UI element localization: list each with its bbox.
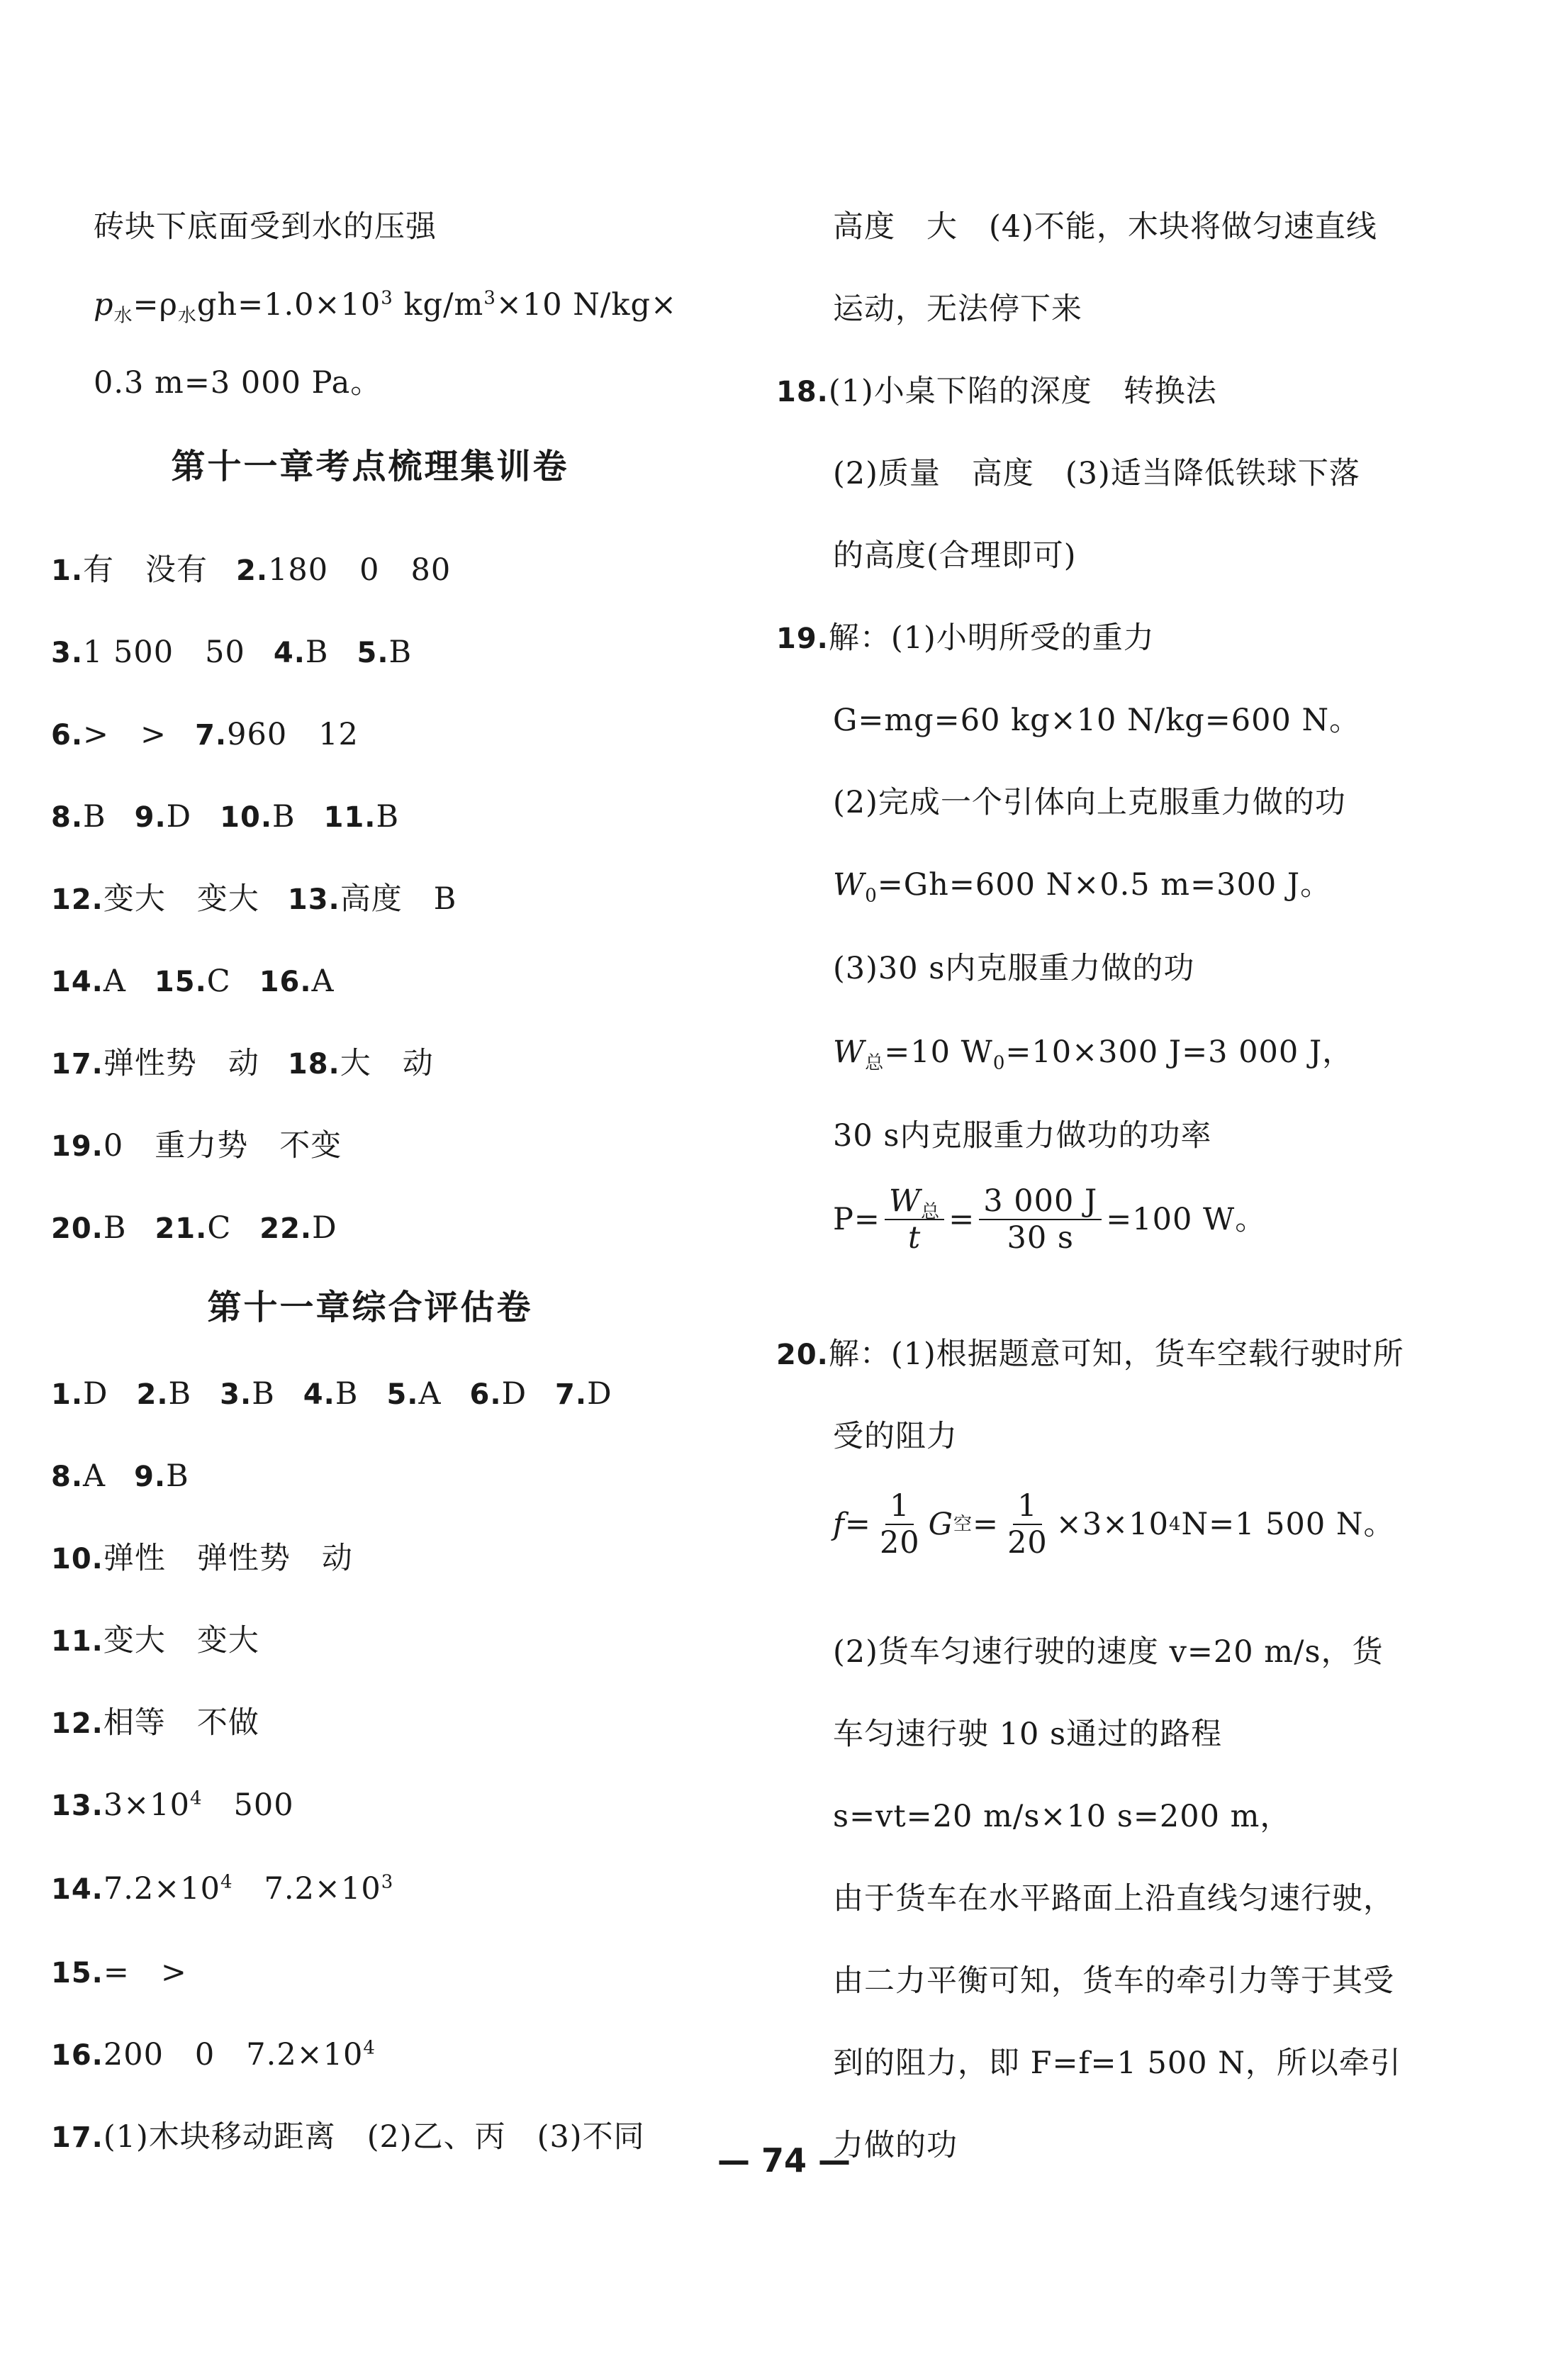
- section-title: 第十一章考点梳理集训卷: [171, 447, 569, 486]
- fraction: $\frac{1}{20}$: [879, 1488, 920, 1561]
- answer-row: 1.有 没有 2.180 0 80: [51, 552, 452, 588]
- text-line: (3)30 s内克服重力做的功: [833, 951, 1195, 986]
- text-line: 30 s内克服重力做功的功率: [833, 1118, 1212, 1154]
- answer-row: $13.3\times 10^4$ 500: [51, 1787, 294, 1823]
- answer-row: 3.1 500 50 4.B 5.B: [51, 635, 413, 670]
- fraction-formula: P= $\frac{W_总}{t}$ = $\frac{3 000 J}{30 s}$ =100 W。: [833, 1183, 1267, 1256]
- answer-row: 17.弹性势 动 18.大 动: [51, 1046, 434, 1081]
- answer-row: 11.变大 变大: [51, 1623, 259, 1658]
- answer-row: 6.> > 7.960 12: [51, 717, 359, 752]
- answer-row: 20.B 21.C 22.D: [51, 1210, 337, 1246]
- answer-row: 18.(1)小桌下陷的深度 转换法: [776, 374, 1217, 409]
- answer-row: 15.= >: [51, 1955, 187, 1990]
- text-line: 运动，无法停下来: [833, 291, 1082, 327]
- answer-row: 17.(1)木块移动距离 (2)乙、丙 (3)不同: [51, 2119, 645, 2155]
- page-number: — 74 —: [717, 2141, 851, 2180]
- answer-row: 1.D 2.B 3.B 4.B 5.A 6.D 7.D: [51, 1376, 612, 1412]
- text-line: 高度 大 (4)不能，木块将做匀速直线: [833, 209, 1377, 245]
- fraction: $\frac{W_总}{t}$: [885, 1183, 944, 1256]
- text-line: 车匀速行驶 10 s通过的路程: [833, 1717, 1223, 1752]
- formula-line: $W_0=Gh=600$ N×0.5 m=300 J。: [833, 867, 1332, 907]
- text-line: 由于货车在水平路面上沿直线匀速行驶，: [833, 1881, 1394, 1916]
- text-line: 由二力平衡可知，货车的牵引力等于其受: [833, 1963, 1394, 1999]
- text-line: 到的阻力，即 F=f=1 500 N，所以牵引: [833, 2046, 1401, 2081]
- answer-row: 14.A 15.C 16.A: [51, 964, 335, 999]
- text-line: (2)货车匀速行驶的速度 v=20 m/s，货: [833, 1634, 1384, 1670]
- formula-line: $W_总=10$ $W_0=10\times 300$ J=3 000 J，: [833, 1034, 1354, 1074]
- fraction: $\frac{3 000 J}{30 s}$: [979, 1183, 1102, 1256]
- answer-row: 19.0 重力势 不变: [51, 1128, 342, 1164]
- answer-row: 20.解：(1)根据题意可知，货车空载行驶时所: [776, 1337, 1404, 1372]
- text-line: 0.3 m=3 000 Pa。: [94, 365, 382, 401]
- answer-row: $14.7.2\times 10^4$ $7.2\times 10^3$: [51, 1871, 394, 1907]
- text-line: 砖块下底面受到水的压强: [94, 209, 437, 245]
- fraction-formula: f= $\frac{1}{20}$ G 空 = $\frac{1}{20}$ ×3×10 4 N=1 500 N。: [833, 1488, 1395, 1561]
- answer-row: 19.解：(1)小明所受的重力: [776, 620, 1155, 656]
- text-line: (2)完成一个引体向上克服重力做的功: [833, 785, 1346, 820]
- text-line: 的高度(合理即可): [833, 538, 1077, 574]
- answer-row: 12.变大 变大 13.高度 B: [51, 881, 457, 917]
- answer-row: 12.相等 不做: [51, 1705, 259, 1741]
- formula-line: G=mg=60 kg×10 N/kg=600 N。: [833, 703, 1361, 738]
- answer-row: 8.A 9.B: [51, 1458, 189, 1494]
- answer-row: 16.200 0 $7.2\times 10^4$: [51, 2037, 376, 2072]
- answer-row: 8.B 9.D 10.B 11.B: [51, 799, 400, 835]
- text-line: 力做的功: [833, 2128, 958, 2163]
- fraction: $\frac{1}{20}$: [1007, 1488, 1048, 1561]
- formula-line: $p_水=\rho_水gh=1.0\times 10^3$ $kg/m^3\times 10$ N/kg×: [94, 287, 678, 327]
- text-line: (2)质量 高度 (3)适当降低铁球下落: [833, 456, 1360, 491]
- answer-row: 10.弹性 弹性势 动: [51, 1541, 353, 1576]
- section-title: 第十一章综合评估卷: [207, 1288, 533, 1327]
- formula-line: s=vt=20 m/s×10 s=200 m，: [833, 1799, 1292, 1834]
- text-line: 受的阻力: [833, 1419, 958, 1454]
